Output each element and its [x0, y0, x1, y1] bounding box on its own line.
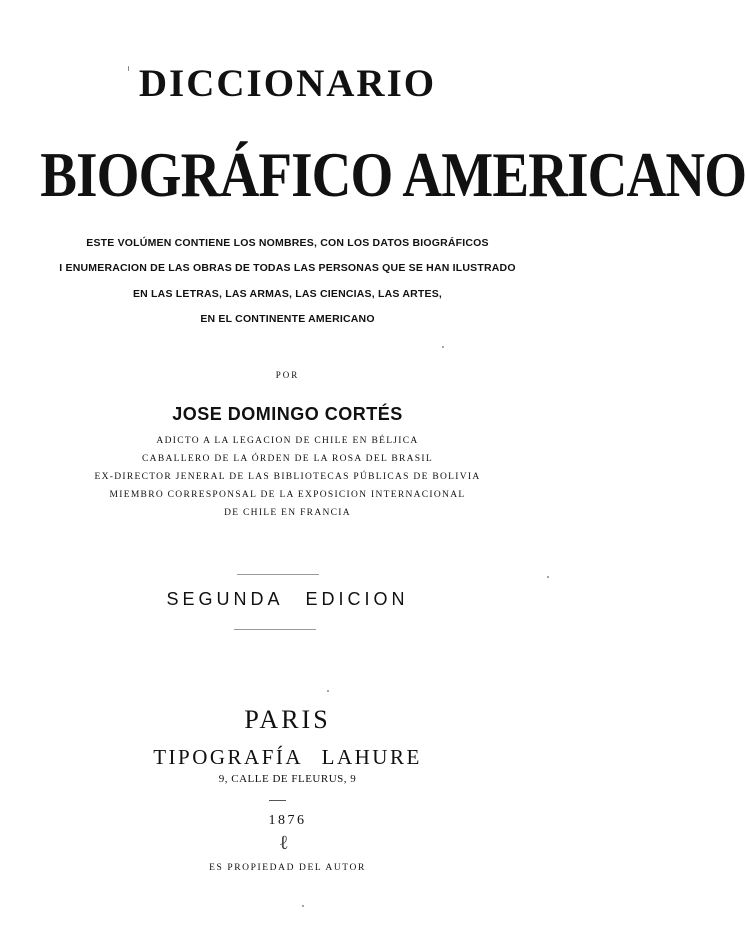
description-line-1: ESTE VOLÚMEN CONTIENE LOS NOMBRES, CON LOS DATOS BIOGRÁFICOS: [86, 237, 489, 249]
print-speck: [442, 346, 444, 348]
handwritten-mark-icon: ℓ: [279, 832, 289, 854]
description-line-4: EN EL CONTINENTE AMERICANO: [200, 313, 375, 325]
author-credential-4: MIEMBRO CORRESPONSAL DE LA EXPOSICION INTERNACIONAL: [109, 490, 466, 500]
imprint-year: 1876: [268, 813, 307, 828]
imprint-address: 9, CALLE DE FLEURUS, 9: [218, 773, 357, 785]
print-speck: [302, 905, 304, 907]
print-speck: [128, 66, 129, 71]
author-name: JOSE DOMINGO CORTÉS: [172, 404, 403, 424]
description-line-2: I ENUMERACION DE LAS OBRAS DE TODAS LAS PERSONAS QUE SE HAN ILUSTRADO: [59, 262, 516, 274]
print-speck: [327, 690, 329, 692]
author-credential-5: DE CHILE EN FRANCIA: [224, 508, 351, 518]
author-credential-3: EX-DIRECTOR JENERAL DE LAS BIBLIOTECAS PÚBLICAS DE BOLIVIA: [94, 472, 481, 482]
print-speck: [547, 576, 549, 578]
description-line-3: EN LAS LETRAS, LAS ARMAS, LAS CIENCIAS, LAS ARTES,: [132, 288, 443, 300]
title-line-1: DICCIONARIO: [138, 62, 437, 105]
imprint-printer: TIPOGRAFÍA LAHURE: [153, 745, 422, 769]
divider-upper: [237, 574, 319, 575]
by-label: POR: [275, 370, 300, 380]
edition-label: SEGUNDA EDICION: [166, 589, 409, 609]
author-credential-2: CABALLERO DE LA ÓRDEN DE LA ROSA DEL BRASIL: [142, 454, 433, 464]
imprint-rights: ES PROPIEDAD DEL AUTOR: [209, 863, 366, 873]
title-line-2: BIOGRÁFICO AMERICANO: [40, 139, 746, 210]
divider-lower: [234, 629, 316, 630]
imprint-city: PARIS: [244, 705, 331, 734]
author-credential-1: ADICTO A LA LEGACION DE CHILE EN BÉLJICA: [156, 436, 419, 446]
divider-short: [269, 800, 286, 801]
